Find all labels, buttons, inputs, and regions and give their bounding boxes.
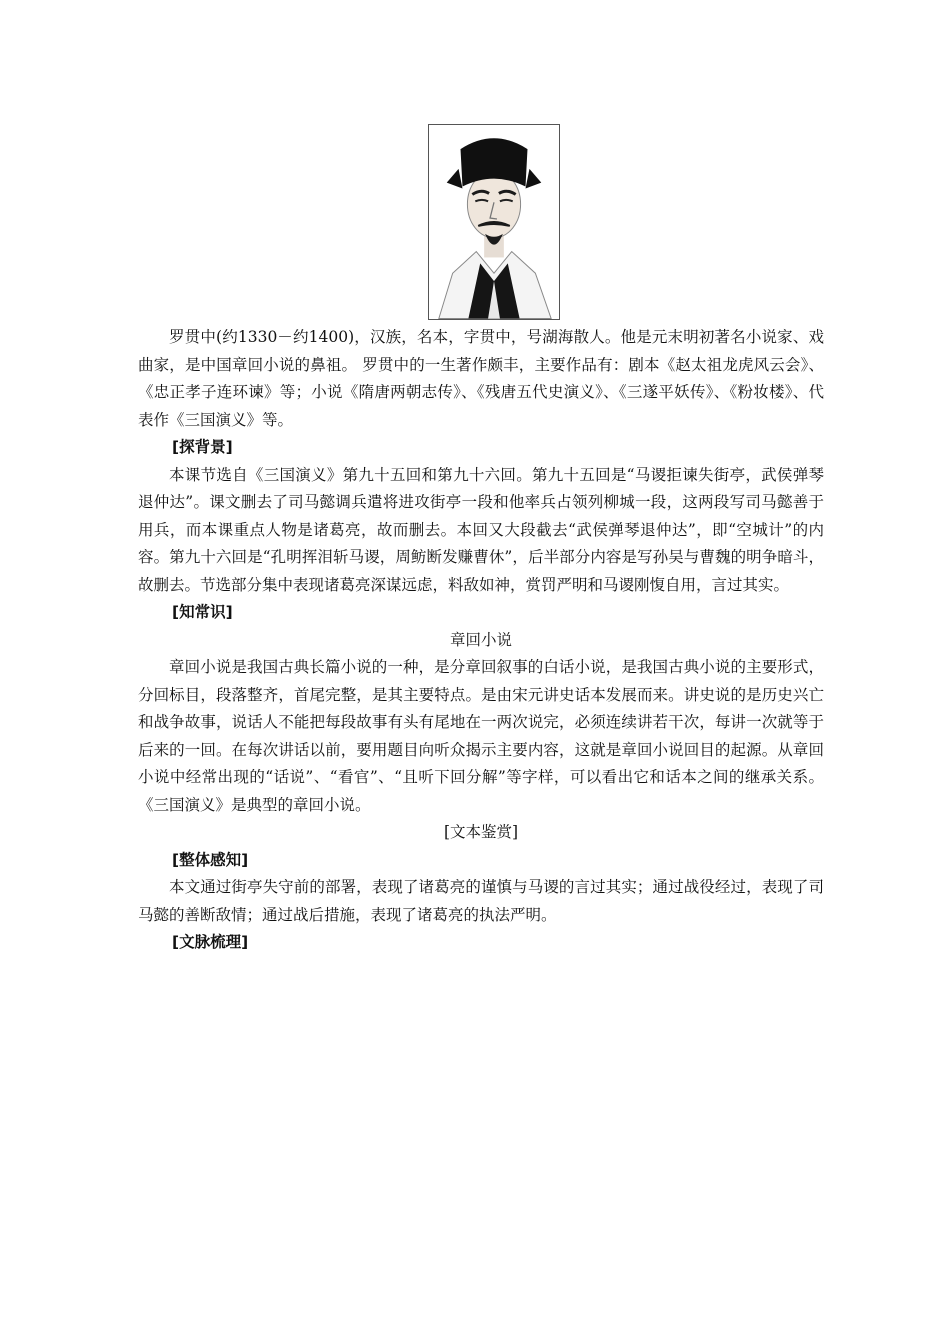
overall-paragraph: 本文通过街亭失守前的部署，表现了诸葛亮的谨慎与马谡的言过其实；通过战役经过，表现了司马懿的善断敌情；通过战后措施，表现了诸葛亮的执法严明。: [138, 878, 824, 924]
overall-section-tag: [整体感知]: [172, 850, 249, 869]
knowledge-section-tag: [知常识]: [172, 603, 233, 621]
document-body: [138, 324, 824, 957]
author-intro-paragraph: 罗贯中(约1330－约1400)，汉族，名本，字贯中，号湖海散人。他是元末明初著名小说家、戏曲家，是中国章回小说的鼻祖。 罗贯中的一生著作颇丰，主要作品有：剧本《赵太祖龙虎风云会》、《忠正孝子连环谏》等；小说《隋唐两朝志传》、《残唐五代史演义》、《三遂平妖传》、《粉妆楼》、代表作《三国演义》等。: [138, 328, 824, 429]
background-paragraph: 本课节选自《三国演义》第九十五回和第九十六回。第九十五回是“马谡拒谏失街亭，武侯弹琴退仲达”。课文删去了司马懿调兵遣将进攻街亭一段和他率兵占领列柳城一段，这两段写司马懿善于用兵，而本课重点人物是诸葛亮，故而删去。本回又大段截去“武侯弹琴退仲达”，即“空城计”的内容。第九十六回是“孔明挥泪斩马谡，周鲂断发赚曹休”，后半部分内容是写孙吴与曹魏的明争暗斗，故删去。节选部分集中表现诸葛亮深谋远虑，料敌如神，赏罚严明和马谡刚愎自用，言过其实。: [138, 465, 824, 594]
appreciation-heading: [文本鉴赏]: [443, 823, 519, 841]
structure-section-tag: [文脉梳理]: [172, 933, 249, 951]
portrait-illustration: [429, 125, 559, 319]
author-portrait: [428, 124, 560, 320]
knowledge-heading: 章回小说: [449, 630, 512, 649]
background-section-tag: [探背景]: [172, 438, 233, 456]
knowledge-paragraph: 章回小说是我国古典长篇小说的一种，是分章回叙事的白话小说，是我国古典小说的主要形式，分回标目，段落整齐，首尾完整，是其主要特点。是由宋元讲史话本发展而来。讲史说的是历史兴亡和战争故事，说话人不能把每段故事有头有尾地在一两次说完，必须连续讲若干次，每讲一次就等于后来的一回。在每次讲话以前，要用题目向听众揭示主要内容，这就是章回小说回目的起源。从章回小说中经常出现的“话说”、“看官”、“且听下回分解”等字样，可以看出它和话本之间的继承关系。《三国演义》是典型的章回小说。: [138, 658, 824, 814]
